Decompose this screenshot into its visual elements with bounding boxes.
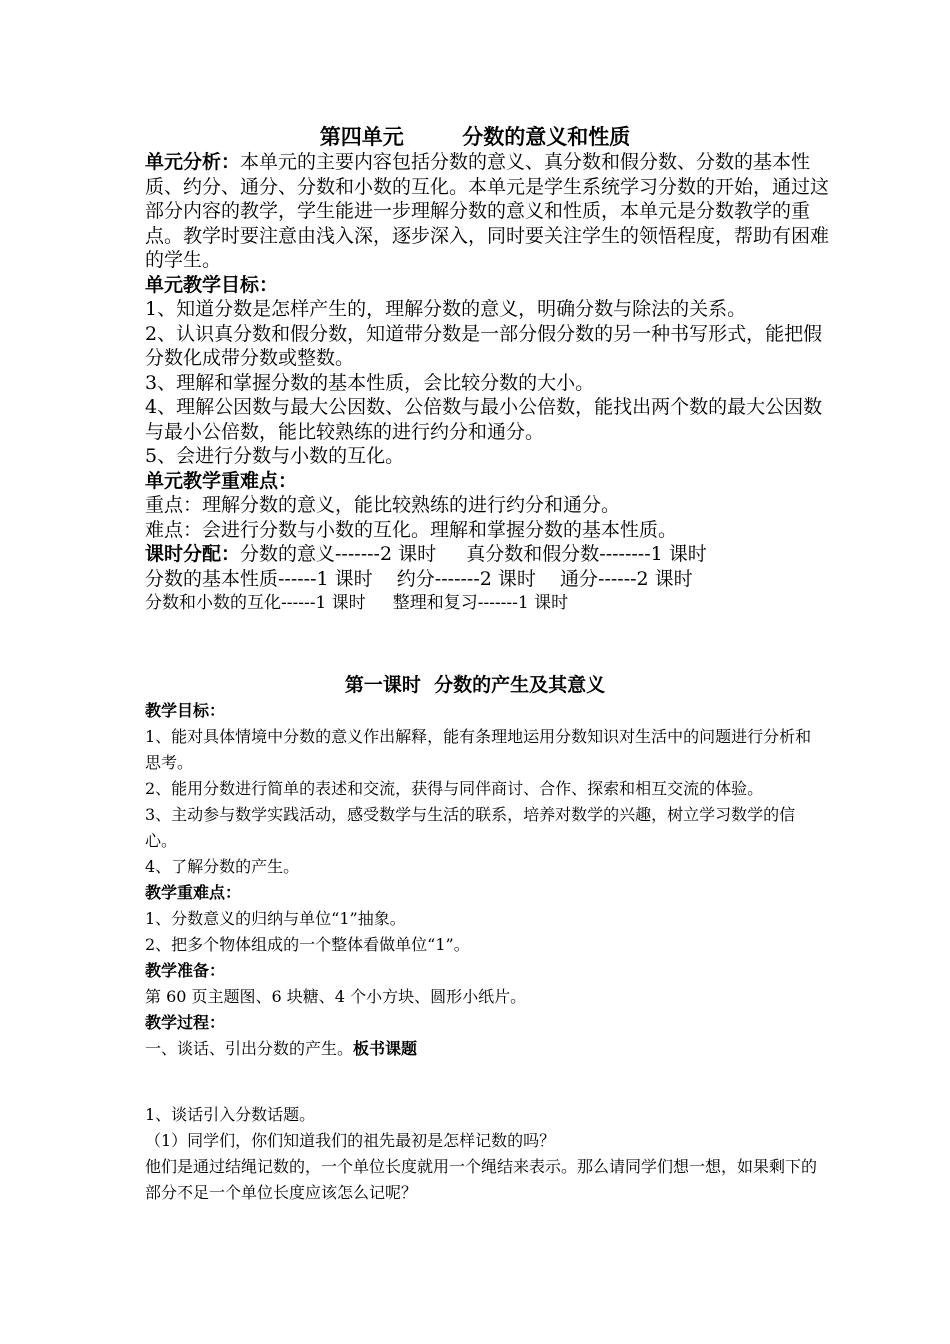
- unit-analysis-paragraph: [145, 150, 835, 273]
- lesson-goals-heading: 教学目标：: [145, 701, 226, 720]
- lesson-goal-item: 3、主动参与数学实践活动，感受数学与生活的联系，培养对数学的兴趣，树立学习数学的信心。: [145, 805, 796, 850]
- unit-goal-item: 4、理解公因数与最大公因数、公倍数与最小公倍数，能找出两个数的最大公因数与最小公倍数，能比较熟练的进行约分和通分。: [145, 396, 823, 443]
- schedule-line-1: [145, 542, 835, 567]
- lesson-key-item: 2、把多个物体组成的一个整体看做单位“1”。: [145, 935, 470, 954]
- lesson-goal-item: 4、了解分数的产生。: [145, 857, 300, 876]
- schedule-label: 课时分配：: [145, 543, 241, 565]
- schedule-line-3: 分数和小数的互化------1 课时 整理和复习-------1 课时: [145, 593, 569, 613]
- schedule-line-2: 分数的基本性质------1 课时 约分-------2 课时 通分------2 课时: [145, 567, 693, 590]
- unit-goal-item: 5、会进行分数与小数的互化。: [145, 445, 405, 467]
- unit-difficult-point: 难点：会进行分数与小数的互化。理解和掌握分数的基本性质。: [145, 518, 678, 541]
- intro-text: 他们是通过结绳记数的，一个单位长度就用一个绳结来表示。那么请同学们想一想，如果剩下的部分不足一个单位长度应该怎么记呢？: [145, 1157, 818, 1202]
- lesson-prep-text: 第 60 页主题图、6 块糖、4 个小方块、圆形小纸片。: [145, 987, 527, 1006]
- lesson-section: [145, 698, 825, 1062]
- lesson-key-heading: 教学重难点：: [145, 883, 242, 902]
- lesson-process-heading: 教学过程：: [145, 1013, 226, 1032]
- lesson-intro-section: [145, 1102, 825, 1206]
- unit-key-point: 重点：理解分数的意义，能比较熟练的进行约分和通分。: [145, 494, 621, 516]
- lesson-goal-item: 2、能用分数进行简单的表述和交流，获得与同伴商讨、合作、探索和相互交流的体验。: [145, 779, 764, 798]
- lesson-key-item: 1、分数意义的归纳与单位“1”抽象。: [145, 909, 406, 928]
- lesson-title: 第一课时 分数的产生及其意义: [344, 674, 606, 696]
- unit-goals-heading: 单元教学目标：: [145, 273, 279, 296]
- unit-key-heading: 单元教学重难点：: [145, 469, 298, 492]
- process-step-text: 一、谈话、引出分数的产生。: [145, 1039, 354, 1058]
- lesson-prep-heading: 教学准备：: [145, 961, 226, 980]
- intro-step: 1、谈话引入分数话题。: [145, 1105, 316, 1124]
- unit-goal-item: 2、认识真分数和假分数，知道带分数是一部分假分数的另一种书写形式，能把假分数化成带分数或整数。: [145, 322, 823, 369]
- unit-goal-item: 3、理解和掌握分数的基本性质，会比较分数的大小。: [145, 371, 595, 394]
- analysis-label: 单元分析：: [145, 151, 241, 173]
- unit-goal-item: 1、知道分数是怎样产生的，理解分数的意义，明确分数与除法的关系。: [145, 298, 747, 320]
- intro-question: （1）同学们，你们知道我们的祖先最初是怎样记数的吗？: [145, 1131, 556, 1150]
- lesson-process-step-1: [145, 1036, 825, 1062]
- unit-section: [145, 150, 835, 616]
- analysis-text: 本单元的主要内容包括分数的意义、真分数和假分数、分数的基本性质、约分、通分、分数和小数的互化。本单元是学生系统学习分数的开始，通过这部分内容的教学，学生能进一步理解分数的意义和性质，本单元是分数教学的重点。教学时要注意由浅入深，逐步深入，同时要关注学生的领悟程度，帮助有困难的学生。: [145, 151, 830, 271]
- schedule-text-1: 分数的意义-------2 课时 真分数和假分数--------1 课时: [240, 543, 707, 565]
- process-step-bold: 板书课题: [353, 1039, 418, 1058]
- unit-title: 第四单元 分数的意义和性质: [319, 124, 631, 149]
- lesson-goal-item: 1、能对具体情境中分数的意义作出解释，能有条理地运用分数知识对生活中的问题进行分析和思考。: [145, 727, 812, 772]
